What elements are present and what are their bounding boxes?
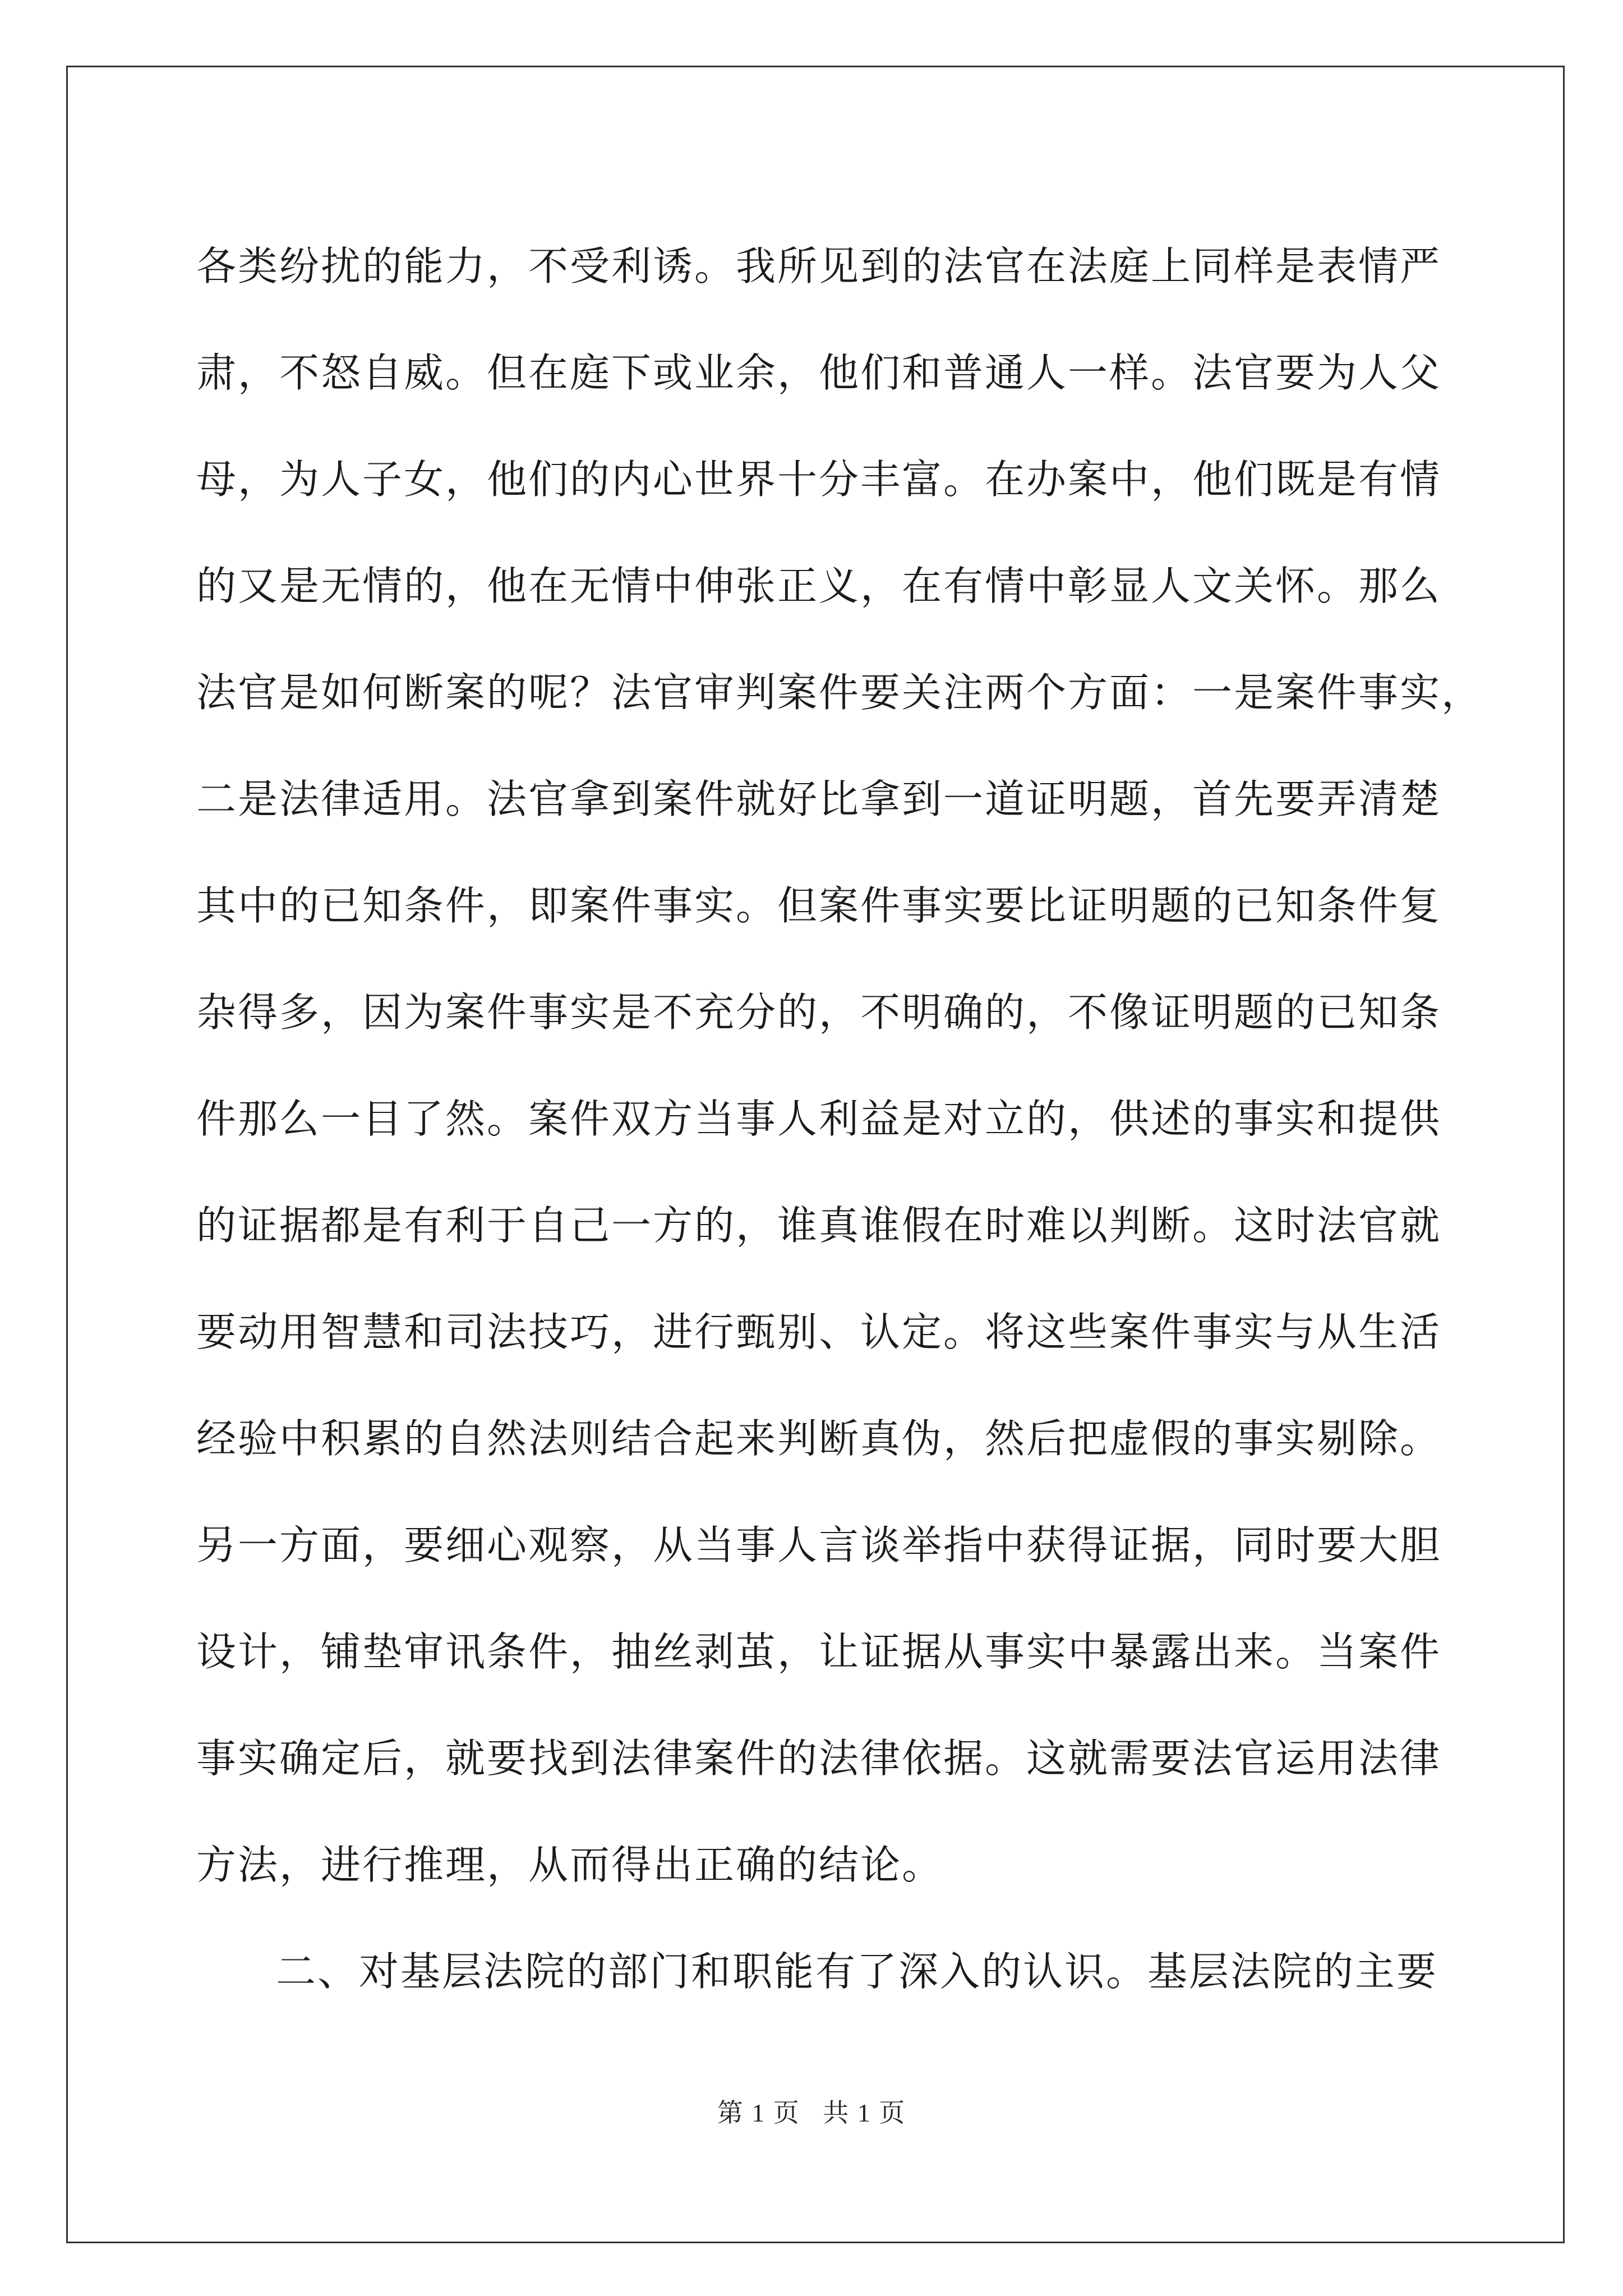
section-heading-line: 二、对基层法院的部门和职能有了深入的认识。基层法院的主要: [276, 1948, 1438, 1995]
text-line: 的又是无情的，他在无情中伸张正义，在有情中彰显人文关怀。那么: [196, 563, 1442, 609]
text-line: 其中的已知条件，即案件事实。但案件事实要比证明题的已知条件复: [196, 882, 1442, 929]
text-line: 方法，进行推理，从而得出正确的结论。: [196, 1842, 944, 1888]
body-text: [196, 213, 1483, 2025]
text-line: 经验中积累的自然法则结合起来判断真伪，然后把虚假的事实剔除。: [196, 1415, 1442, 1462]
text-line: 各类纷扰的能力，不受利诱。我所见到的法官在法庭上同样是表情严: [196, 243, 1442, 289]
text-line: 设计，铺垫审讯条件，抽丝剥茧，让证据从事实中暴露出来。当案件: [196, 1628, 1442, 1675]
text-line: 杂得多，因为案件事实是不充分的，不明确的，不像证明题的已知条: [196, 989, 1442, 1036]
text-line: 另一方面，要细心观察，从当事人言谈举指中获得证据，同时要大胆: [196, 1522, 1442, 1568]
text-line: 事实确定后，就要找到法律案件的法律依据。这就需要法官运用法律: [196, 1735, 1442, 1782]
text-line: 肃，不怒自威。但在庭下或业余，他们和普通人一样。法官要为人父: [196, 349, 1442, 396]
text-line: 件那么一目了然。案件双方当事人利益是对立的，供述的事实和提供: [196, 1096, 1442, 1142]
text-line: 的证据都是有利于自己一方的，谁真谁假在时难以判断。这时法官就: [196, 1202, 1442, 1249]
text-line: 法官是如何断案的呢？法官审判案件要关注两个方面：一是案件事实，: [196, 669, 1483, 716]
page-number: 第 1 页 共 1 页: [717, 2099, 906, 2127]
text-line: 要动用智慧和司法技巧，进行甄别、认定。将这些案件事实与从生活: [196, 1309, 1442, 1355]
text-line: 二是法律适用。法官拿到案件就好比拿到一道证明题，首先要弄清楚: [196, 776, 1442, 822]
text-line: 母，为人子女，他们的内心世界十分丰富。在办案中，他们既是有情: [196, 456, 1442, 503]
